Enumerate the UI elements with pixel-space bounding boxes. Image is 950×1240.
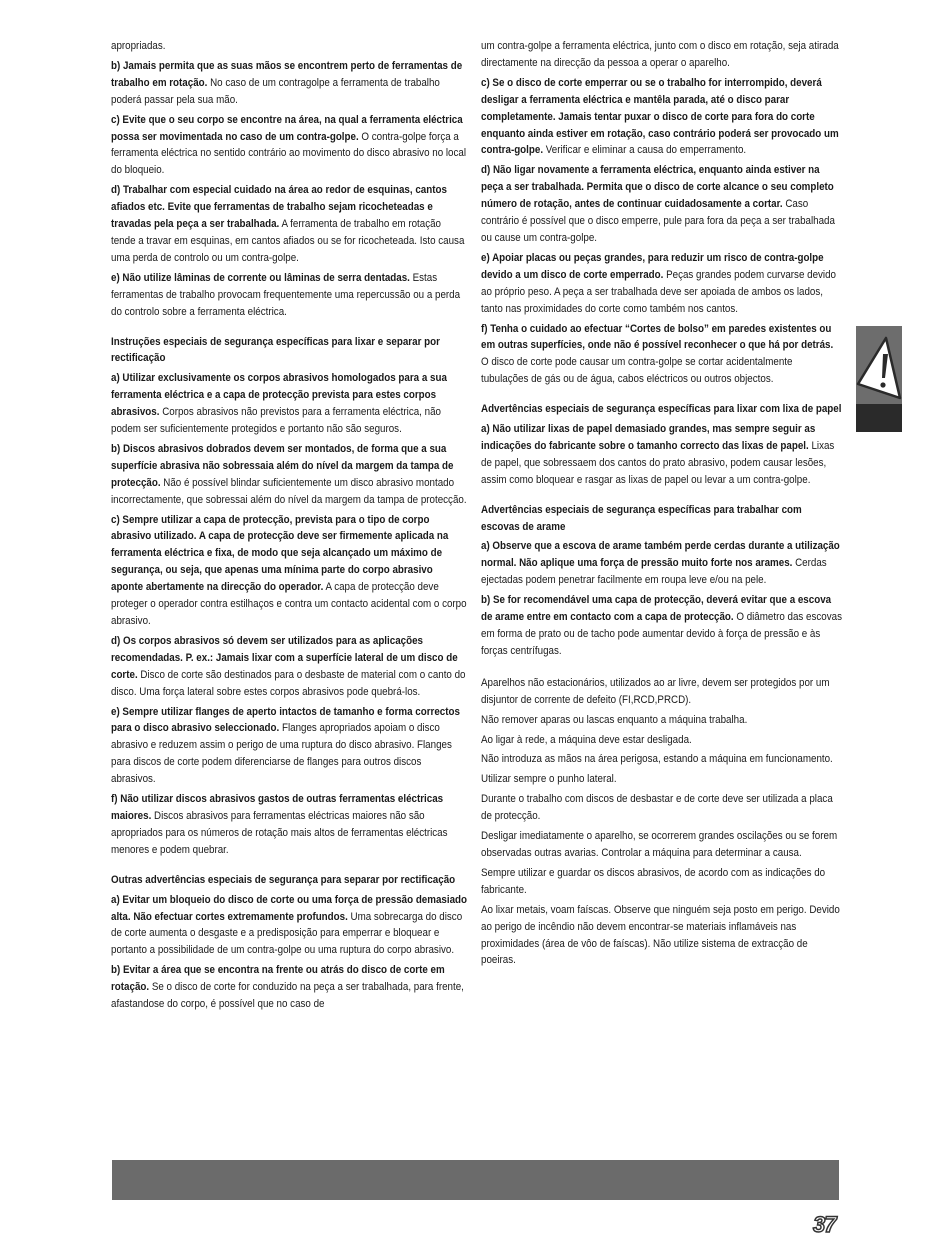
note: Sempre utilizar e guardar os discos abrasivos, de acordo com as indicações do fabricante. <box>481 866 826 896</box>
paragraph: a) Utilizar exclusivamente os corpos abrasivos homologados para a sua ferramenta eléctrica e a capa de protecção prevista para estes corpos abrasivos. Corpos abrasivos não previstos para a ferramenta eléctrica, não podem ser suficientemente protegidos e portanto não são seguros. <box>111 372 447 436</box>
paragraph: um contra-golpe a ferramenta eléctrica, junto com o disco em rotação, seja atirada directamente na direcção da pessoa a operar o aparelho. <box>481 40 839 69</box>
left-column <box>111 38 467 1016</box>
page-number: 37 <box>813 1212 836 1237</box>
paragraph: b) Discos abrasivos dobrados devem ser montados, de forma que a sua superfície abrasiva não sobressaia além do nível da margem da tampa de protecção. Não é possível blindar suficientemente um disco abrasivo montado incorrectamente, que sobressai além do nível da margem da tampa de protecção. <box>111 442 467 506</box>
paragraph: apropriadas. <box>111 40 166 52</box>
paragraph: d) Não ligar novamente a ferramenta eléctrica, enquanto ainda estiver na peça a ser trabalhada. Permita que o disco de corte alcance o seu completo número de rotação, antes de continuar cuidadosamente a cortar. Caso contrário é possível que o disco emperre, pule para fora da peça a ser trabalhada ou cause um contra-golpe. <box>481 164 835 244</box>
paragraph: f) Não utilizar discos abrasivos gastos de outras ferramentas eléctricas maiores. Discos abrasivos para ferramentas eléctricas maiores não são apropriados para os números de rotação mais altos de ferramentas eléctricas menores e podem quebrar. <box>111 793 448 856</box>
paragraph: a) Observe que a escova de arame também perde cerdas durante a utilização normal. Não aplique uma força de pressão muito forte nos arames. Cerdas ejectadas podem penetrar facilmente em roupa leve e/ou na pele. <box>481 540 840 587</box>
note: Utilizar sempre o punho lateral. <box>481 773 617 786</box>
note: Durante o trabalho com discos de desbastar e de corte deve ser utilizada a placa de protecção. <box>481 793 833 823</box>
paragraph: f) Tenha o cuidado ao efectuar “Cortes de bolso” em paredes existentes ou em outras superfícies, onde não é possível reconhecer o que há por detrás. O disco de corte pode causar um contra-golpe se cortar acidentalmente tubulações de gás ou de água, cabos eléctricos ou outros objectos. <box>481 322 834 386</box>
paragraph: b) Se for recomendável uma capa de protecção, deverá evitar que a escova de arame entre em contacto com a capa de protecção. O diâmetro das escovas em forma de prato ou de tacho pode aumentar devido à força de pressão e às forças centrífugas. <box>481 594 842 657</box>
footer-bar <box>112 1160 839 1200</box>
paragraph: d) Os corpos abrasivos só devem ser utilizados para as aplicações recomendadas. P. ex.: Jamais lixar com a superfície lateral de um disco de corte. Disco de corte são destinados para o desbaste de material com o canto do disco. Uma força lateral sobre estes corpos abrasivos pode quebrá-los. <box>111 634 466 698</box>
section-heading: Instruções especiais de segurança específicas para lixar e separar por rectificação <box>111 335 440 365</box>
paragraph: e) Sempre utilizar flanges de aperto intactos de tamanho e forma correctos para o disco abrasivo seleccionado. Flanges apropriados apoiam o disco abrasivo e reduzem assim o perigo de uma ruptura do disco abrasivo. Flanges para discos de corte podem diferenciarse de flanges para outros discos abrasivos. <box>111 705 460 786</box>
warning-icon <box>856 326 902 432</box>
note: Não remover aparas ou lascas enquanto a máquina trabalha. <box>481 713 748 726</box>
safety-side-tab <box>856 326 902 432</box>
paragraph: b) Jamais permita que as suas mãos se encontrem perto de ferramentas de trabalho em rotação. No caso de um contragolpe a ferramenta de trabalho poderá passar pela sua mão. <box>111 59 463 106</box>
paragraph: a) Evitar um bloqueio do disco de corte ou uma força de pressão demasiado alta. Não efectuar cortes extremamente profundos. Uma sobrecarga do disco de corte aumenta o desgaste e a predisposição para emperrar e bloquear e portanto a possibilidade de um contra-golpe ou uma ruptura do corpo abrasivo. <box>111 893 468 957</box>
note: Ao lixar metais, voam faíscas. Observe que ninguém seja posto em perigo. Devido ao perigo de incêndio não devem encontrar-se materiais inflamáveis nas proximidades (área de vôo de faíscas). Não utilize sistema de extracção de poeiras. <box>481 903 840 967</box>
note: Desligar imediatamente o aparelho, se ocorrerem grandes oscilações ou se forem observadas outras avarias. Controlar a máquina para determinar a causa. <box>481 830 838 859</box>
paragraph: b) Evitar a área que se encontra na frente ou atrás do disco de corte em rotação. Se o disco de corte for conduzido na peça a ser trabalhada, para frente, afastandose do corpo, é possível que no caso de <box>111 964 464 1011</box>
paragraph: c) Evite que o seu corpo se encontre na área, na qual a ferramenta eléctrica possa ser movimentada no caso de um contra-golpe. O contra-golpe força a ferramenta eléctrica no sentido contrário ao movimento do disco abrasivo no local do bloqueio. <box>111 113 467 177</box>
paragraph: c) Se o disco de corte emperrar ou se o trabalho for interrompido, deverá desligar a ferramenta eléctrica e mantêla parada, até o disco parar completamente. Jamais tentar puxar o disco de corte para fora do corte enquanto ainda estiver em rotação, caso contrário poderá ser provocado um contra-golpe. Verificar e eliminar a causa do emperramento. <box>481 76 839 157</box>
right-column <box>481 38 842 972</box>
paragraph: a) Não utilizar lixas de papel demasiado grandes, mas sempre seguir as indicações do fabricante sobre o tamanho correcto das lixas de papel. Lixas de papel, que sobressaem dos cantos do prato abrasivo, podem causar lesões, assim como bloquear e rasgar as lixas de papel ou levar a um contra-golpe. <box>481 423 835 486</box>
note: Não introduza as mãos na área perigosa, estando a máquina em funcionamento. <box>481 753 833 766</box>
paragraph: c) Sempre utilizar a capa de protecção, prevista para o tipo de corpo abrasivo utilizado. A capa de protecção deve ser firmemente aplicada na ferramenta eléctrica e fixa, de modo que seja alcançado um máximo de segurança, ou seja, que apenas uma mínima parte do corpo abrasivo aponte abertamente na direcção do operador. A capa de protecção deve proteger o operador contra estilhaços e contra um contacto acidental com o corpo abrasivo. <box>111 513 467 627</box>
paragraph: e) Apoiar placas ou peças grandes, para reduzir um risco de contra-golpe devido a um disco de corte emperrado. Peças grandes podem curvarse devido ao próprio peso. A peça a ser trabalhada deve ser apoiada de ambos os lados, tanto nas proximidades do corte como também nos cantos. <box>481 251 836 315</box>
section-heading: Advertências especiais de segurança específicas para trabalhar com escovas de arame <box>481 503 802 533</box>
section-heading: Outras advertências especiais de segurança para separar por rectificação <box>111 873 456 886</box>
paragraph: d) Trabalhar com especial cuidado na área ao redor de esquinas, cantos afiados etc. Evite que ferramentas de trabalho sejam ricocheteadas e travadas pela peça a ser trabalhada. A ferramenta de trabalho em rotação tende a travar em esquinas, em cantos afiados ou se for ricocheteada. Isto causa uma perda de controlo ou um contra-golpe. <box>111 184 465 264</box>
paragraph: e) Não utilize lâminas de corrente ou lâminas de serra dentadas. Estas ferramentas de trabalho provocam frequentemente uma repercussão ou a perda do controlo sobre a ferramenta eléctrica. <box>111 271 461 318</box>
note: Aparelhos não estacionários, utilizados ao ar livre, devem ser protegidos por um disjuntor de corrente de defeito (FI,RCD,PRCD). <box>481 676 830 706</box>
section-heading: Advertências especiais de segurança específicas para lixar com lixa de papel <box>481 403 842 416</box>
note: Ao ligar à rede, a máquina deve estar desligada. <box>481 733 692 746</box>
